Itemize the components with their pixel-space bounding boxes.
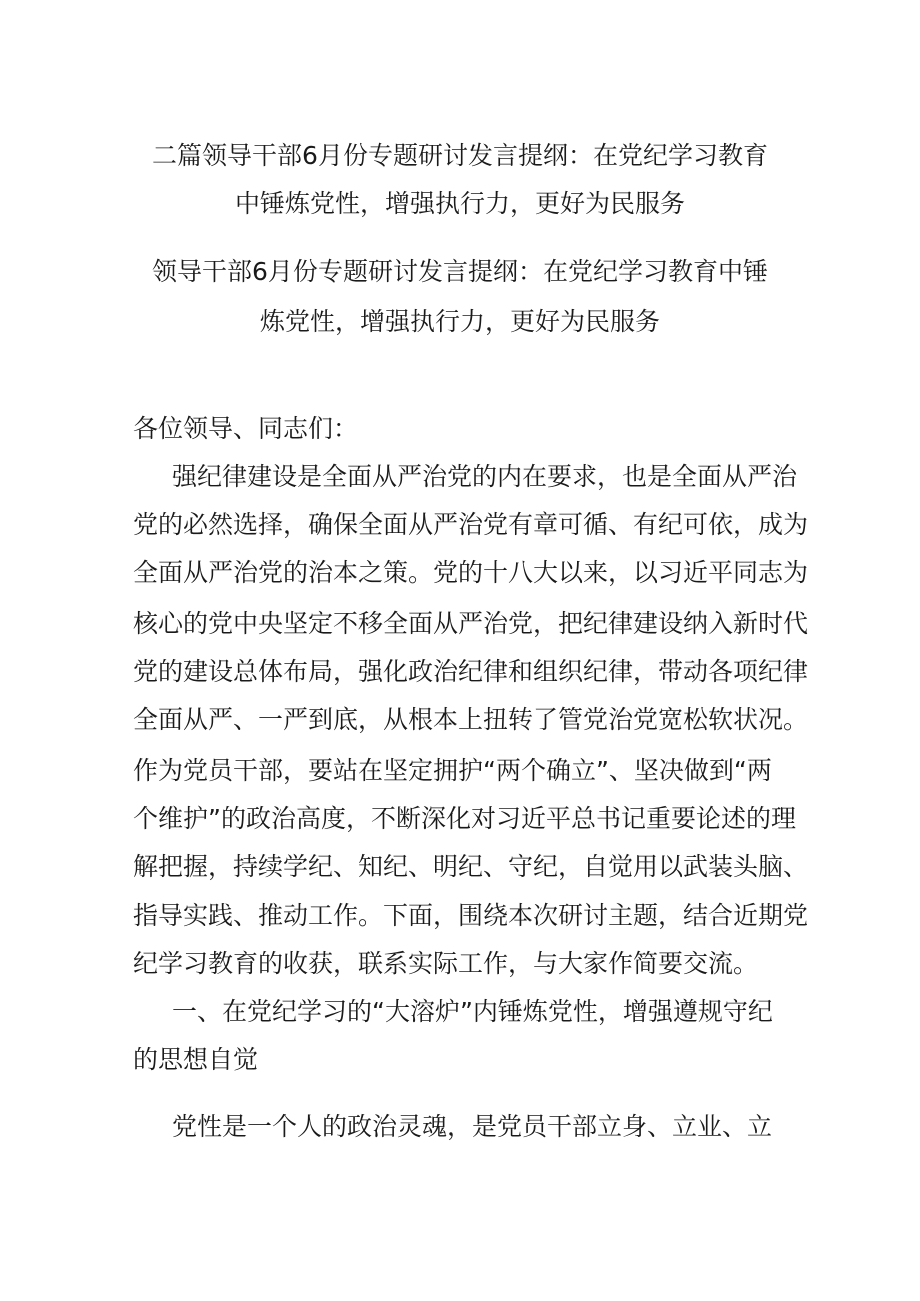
paragraph-line: 指导实践、推动工作。下面，围绕本次研讨主题，结合近期党 [133,901,809,930]
paragraph-line: 党的建设总体布局，强化政治纪律和组织纪律，带动各项纪律 [133,657,809,686]
section-heading-line: 一、在党纪学习的“大溶炉”内锤炼党性，增强遵规守纪 [172,997,773,1026]
paragraph-line: 纪学习教育的收获，联系实际工作，与大家作简要交流。 [133,949,759,978]
main-title-line-2: 中锤炼党性，增强执行力，更好为民服务 [234,189,685,218]
paragraph-line: 党的必然选择，确保全面从严治党有章可循、有纪可依，成为 [133,510,809,539]
sub-title-line-1: 领导干部6月份专题研讨发言提纲：在党纪学习教育中锤 [152,257,768,286]
section-heading-line: 的思想自觉 [133,1045,259,1074]
paragraph-line: 解把握，持续学纪、知纪、明纪、守纪，自觉用以武装头脑、 [133,852,809,881]
paragraph-line: 作为党员干部，要站在坚定拥护“两个确立”、坚决做到“两 [133,756,772,785]
salutation: 各位领导、同志们： [133,414,359,443]
paragraph-line: 全面从严、一严到底，从根本上扭转了管党治党宽松软状况。 [133,705,809,734]
paragraph-line: 强纪律建设是全面从严治党的内在要求，也是全面从严治 [172,462,798,491]
paragraph-line: 全面从严治党的治本之策。党的十八大以来，以习近平同志为 [133,558,809,587]
paragraph-line: 核心的党中央坚定不移全面从严治党，把纪律建设纳入新时代 [133,609,809,638]
paragraph-line: 党性是一个人的政治灵魂，是党员干部立身、立业、立 [172,1112,773,1141]
main-title-line-1: 二篇领导干部6月份专题研讨发言提纲：在党纪学习教育 [152,141,768,170]
sub-title-line-2: 炼党性，增强执行力，更好为民服务 [259,307,660,336]
paragraph-line: 个维护”的政治高度，不断深化对习近平总书记重要论述的理 [133,804,796,833]
